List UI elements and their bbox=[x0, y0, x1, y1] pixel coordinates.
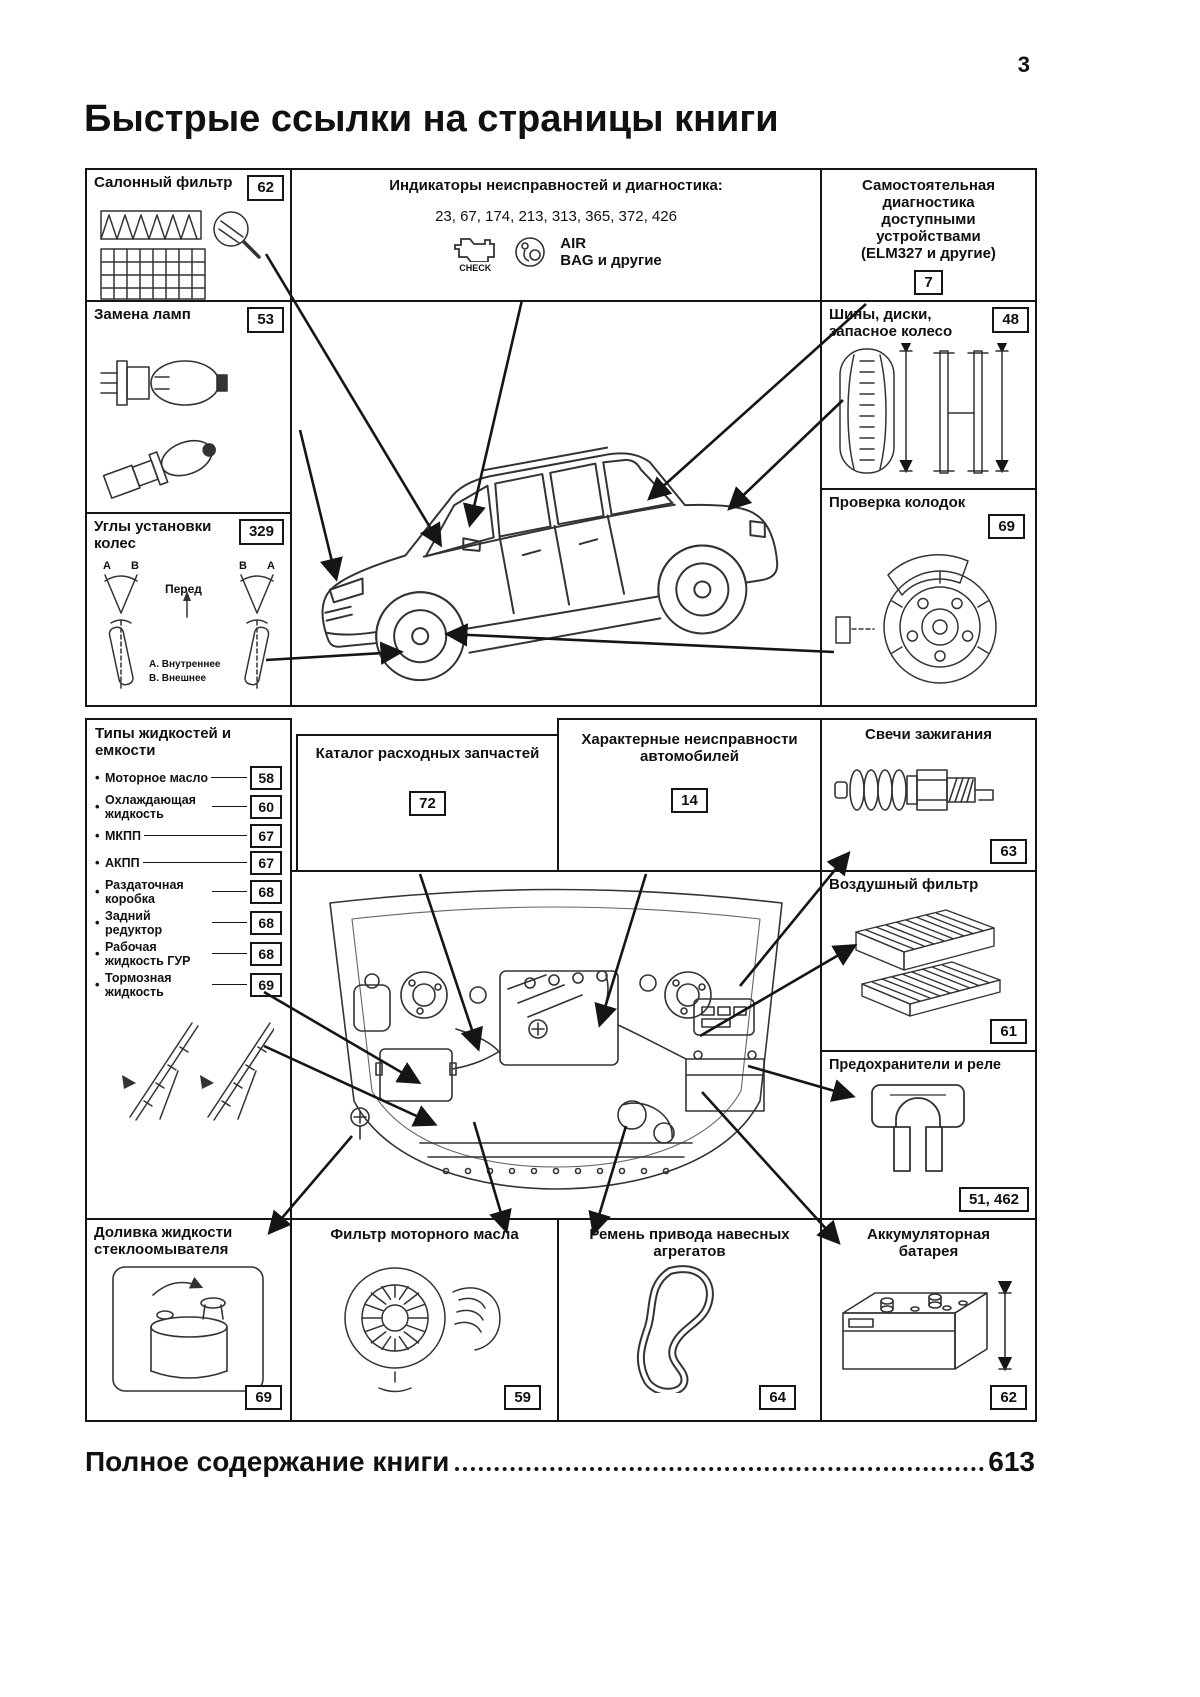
parts-catalog-page-ref: 72 bbox=[409, 791, 446, 817]
alignment-letter-a: А bbox=[103, 559, 111, 572]
self-diagnostics-label: Самостоятельная диагностика доступными устройствами (ELM327 и другие) bbox=[861, 177, 996, 262]
oil-filter-page-ref: 59 bbox=[504, 1385, 541, 1411]
washer-reservoir-illustration bbox=[109, 1263, 269, 1395]
cell-typical-faults bbox=[557, 718, 822, 872]
cell-oil-filter bbox=[290, 1218, 559, 1422]
cell-spark-plugs bbox=[820, 718, 1037, 872]
cell-engine-bay bbox=[290, 870, 822, 1220]
alignment-legend-b: В. Внешнее bbox=[149, 672, 207, 684]
cell-cabin-filter bbox=[85, 168, 292, 302]
battery-illustration bbox=[829, 1267, 1029, 1389]
check-engine-icon bbox=[450, 232, 500, 273]
alignment-letter-a2: А bbox=[267, 559, 275, 572]
battery-page-ref: 62 bbox=[990, 1385, 1027, 1411]
air-filter-illustration bbox=[836, 896, 1026, 1018]
cell-lamp-replacement bbox=[85, 300, 292, 514]
cell-wheel-alignment bbox=[85, 512, 292, 707]
check-engine-caption: CHECK bbox=[459, 262, 492, 273]
cell-self-diagnostics bbox=[820, 168, 1037, 302]
fluid-page-ref: 58 bbox=[250, 766, 282, 790]
fluid-page-ref: 68 bbox=[250, 942, 282, 966]
bullet-icon: • bbox=[95, 915, 100, 931]
footer-toc-page: 613 bbox=[988, 1446, 1035, 1477]
fuses-relays-page-ref: 51, 462 bbox=[959, 1187, 1029, 1213]
fluid-item-mt: • МКПП 67 bbox=[95, 824, 282, 848]
dot-leader bbox=[455, 1466, 984, 1471]
leader-line bbox=[144, 835, 247, 836]
airbag-icon bbox=[512, 234, 548, 270]
footer-toc bbox=[85, 1446, 1035, 1478]
spark-plug-illustration bbox=[829, 750, 1029, 834]
typical-faults-page-ref: 14 bbox=[671, 788, 708, 814]
brake-pads-page-ref: 69 bbox=[988, 514, 1025, 540]
leader-line bbox=[212, 984, 247, 985]
battery-label: Аккумуляторная батарея bbox=[867, 1226, 990, 1260]
bullet-icon: • bbox=[95, 828, 100, 844]
cell-air-filter bbox=[820, 870, 1037, 1052]
headlight-bulbs-illustration bbox=[93, 335, 283, 513]
fuse-illustration bbox=[852, 1075, 992, 1179]
alignment-letter-b: В bbox=[131, 559, 139, 572]
self-diagnostics-page-ref: 7 bbox=[914, 270, 942, 296]
fluid-page-ref: 60 bbox=[250, 795, 282, 819]
leader-line bbox=[143, 862, 248, 863]
oil-filter-label: Фильтр моторного масла bbox=[330, 1226, 519, 1243]
wheel-alignment-illustration bbox=[89, 555, 289, 695]
fluid-page-ref: 67 bbox=[250, 851, 282, 875]
typical-faults-label: Характерные неисправности автомобилей bbox=[581, 731, 798, 765]
cell-washer-fluid bbox=[85, 1218, 292, 1422]
engine-bay-illustration bbox=[296, 877, 816, 1213]
footer-toc-label: Полное содержание книги bbox=[85, 1446, 450, 1477]
wheel-alignment-label: Углы установки колес bbox=[94, 518, 212, 552]
leader-line bbox=[212, 922, 247, 923]
parts-catalog-label: Каталог расходных запчастей bbox=[315, 745, 540, 762]
air-filter-page-ref: 61 bbox=[990, 1019, 1027, 1045]
cell-brake-pads bbox=[820, 488, 1037, 707]
spark-plugs-label: Свечи зажигания bbox=[864, 726, 992, 743]
indicators-pages: 23, 67, 174, 213, 313, 365, 372, 426 bbox=[435, 207, 677, 225]
fluids-title: Типы жидкостей и емкости bbox=[95, 725, 232, 759]
drive-belt-page-ref: 64 bbox=[759, 1385, 796, 1411]
fluids-list bbox=[95, 766, 282, 999]
cell-car-overview bbox=[290, 300, 822, 707]
cell-tires bbox=[820, 300, 1037, 490]
tires-page-ref: 48 bbox=[992, 307, 1029, 333]
brake-disc-illustration bbox=[828, 539, 1028, 697]
air-filter-label: Воздушный фильтр bbox=[829, 876, 979, 893]
drive-belt-illustration bbox=[600, 1263, 780, 1393]
tires-label: Шины, диски, запасное колесо bbox=[829, 306, 953, 340]
lamp-replacement-label: Замена ламп bbox=[94, 306, 191, 323]
airbag-label: AIR BAG и другие bbox=[560, 235, 662, 270]
bullet-icon: • bbox=[95, 799, 100, 815]
spark-plugs-page-ref: 63 bbox=[990, 839, 1027, 865]
cell-parts-catalog bbox=[296, 734, 559, 872]
washer-fluid-page-ref: 69 bbox=[245, 1385, 282, 1411]
fluid-item-brake-fluid: • Тормозная жидкость 69 bbox=[95, 971, 282, 999]
fluid-item-transfer-case: • Раздаточная коробка 68 bbox=[95, 878, 282, 906]
fluid-item-at: • АКПП 67 bbox=[95, 851, 282, 875]
alignment-legend-a: А. Внутреннее bbox=[149, 658, 221, 670]
car-illustration bbox=[290, 359, 822, 707]
bullet-icon: • bbox=[95, 770, 100, 786]
indicators-title: Индикаторы неисправностей и диагностика: bbox=[389, 177, 723, 194]
bullet-icon: • bbox=[95, 855, 100, 871]
cabin-filter-label: Салонный фильтр bbox=[94, 174, 233, 191]
cabin-filter-illustration bbox=[95, 203, 285, 303]
alignment-letter-b2: В bbox=[239, 559, 247, 572]
cell-fuses-relays bbox=[820, 1050, 1037, 1220]
bullet-icon: • bbox=[95, 946, 100, 962]
tire-wheel-illustration bbox=[828, 343, 1028, 481]
page-title: Быстрые ссылки на страницы книги bbox=[84, 98, 779, 140]
lamp-replacement-page-ref: 53 bbox=[247, 307, 284, 333]
fluid-item-rear-diff: • Задний редуктор 68 bbox=[95, 909, 282, 937]
fluid-page-ref: 68 bbox=[250, 911, 282, 935]
wiper-blades-illustration bbox=[104, 1007, 274, 1125]
cell-battery bbox=[820, 1218, 1037, 1422]
cabin-filter-page-ref: 62 bbox=[247, 175, 284, 201]
leader-line bbox=[212, 806, 247, 807]
drive-belt-label: Ремень привода навесных агрегатов bbox=[589, 1226, 790, 1260]
fluid-item-coolant: • Охлаждающая жидкость 60 bbox=[95, 793, 282, 821]
fluid-page-ref: 67 bbox=[250, 824, 282, 848]
leader-line bbox=[212, 953, 247, 954]
fluid-page-ref: 68 bbox=[250, 880, 282, 904]
cell-indicators bbox=[290, 168, 822, 302]
alignment-front-label: Перед bbox=[165, 581, 202, 596]
cell-fluids bbox=[85, 718, 292, 1220]
cell-drive-belt bbox=[557, 1218, 822, 1422]
washer-fluid-label: Доливка жидкости стеклоомывателя bbox=[94, 1224, 233, 1258]
oil-filter-illustration bbox=[325, 1248, 525, 1394]
fluid-item-engine-oil: • Моторное масло 58 bbox=[95, 766, 282, 790]
leader-line bbox=[212, 891, 247, 892]
bullet-icon: • bbox=[95, 977, 100, 993]
fluid-page-ref: 69 bbox=[250, 973, 282, 997]
fuses-relays-label: Предохранители и реле bbox=[829, 1057, 1001, 1073]
wheel-alignment-page-ref: 329 bbox=[239, 519, 284, 545]
bullet-icon: • bbox=[95, 884, 100, 900]
brake-pads-label: Проверка колодок bbox=[829, 494, 966, 511]
page-number: 3 bbox=[1017, 52, 1030, 77]
fluid-item-ps-fluid: • Рабочая жидкость ГУР 68 bbox=[95, 940, 282, 968]
leader-line bbox=[211, 777, 247, 778]
